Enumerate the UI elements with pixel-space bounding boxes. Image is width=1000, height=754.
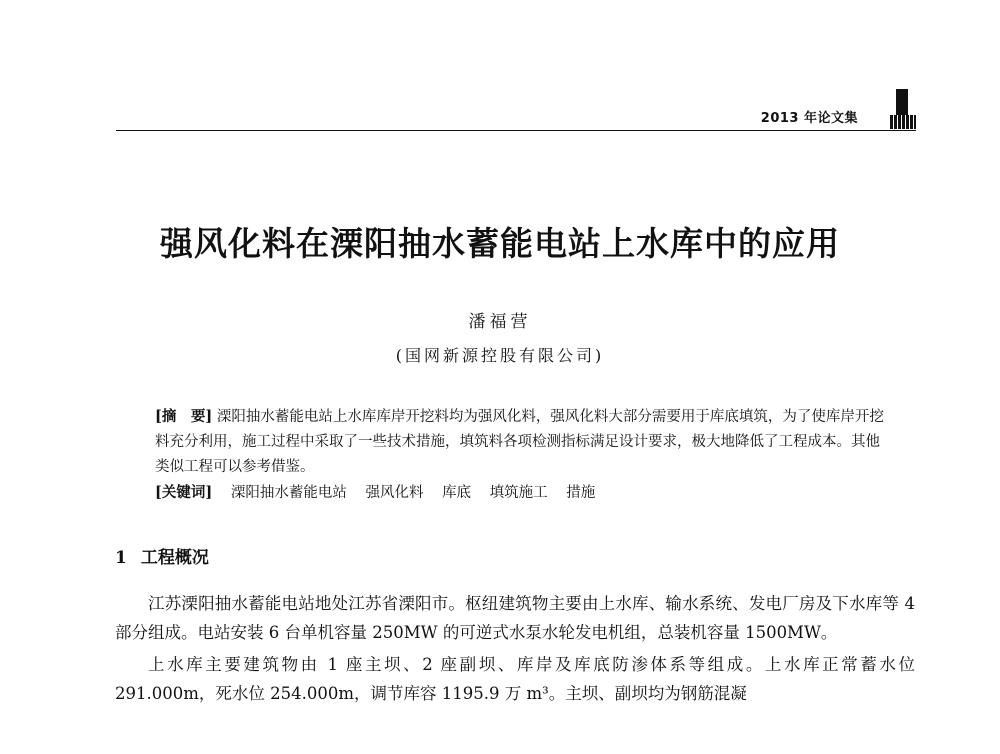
body-paragraph: 江苏溧阳抽水蓄能电站地处江苏省溧阳市。枢纽建筑物主要由上水库、输水系统、发电厂房及下水库等 4 部分组成。电站安装 6 台单机容量 250MW 的可逆式水泵水轮发电机组，总装机容量 1500MW。 (115, 594, 915, 642)
abstract-text: 溧阳抽水蓄能电站上水库库岸开挖料均为强风化料，强风化料大部分需要用于库底填筑，为了使库岸开挖料充分利用，施工过程中采取了一些技术措施，填筑料各项检测指标满足设计要求，极大地降低了工程成本。其他类似工程可以参考借鉴。 (155, 409, 884, 475)
keyword: 库底 (442, 485, 472, 501)
section-title-text: 工程概况 (140, 548, 209, 568)
author-name: 潘福营 (468, 312, 532, 332)
keywords-line (155, 480, 885, 506)
keyword: 强风化料 (365, 485, 424, 501)
keyword: 溧阳抽水蓄能电站 (230, 485, 347, 501)
section-heading (115, 543, 209, 568)
paper-title: 强风化料在溧阳抽水蓄能电站上水库中的应用 (160, 224, 840, 263)
abstract-block (155, 404, 885, 506)
running-title: 2013 年论文集 (760, 111, 858, 126)
section-number: 1 (115, 548, 127, 568)
keyword: 措施 (566, 485, 596, 501)
abstract-paragraph (155, 404, 885, 480)
author-affiliation: (国网新源控股有限公司) (395, 346, 605, 365)
running-header (116, 104, 916, 131)
abstract-label: [摘 要] (155, 408, 213, 425)
header-logo-mark (890, 89, 916, 129)
body-text (115, 590, 915, 712)
keyword: 填筑施工 (489, 485, 548, 501)
body-paragraph: 上水库主要建筑物由 1 座主坝、2 座副坝、库岸及库底防渗体系等组成。上水库正常蓄水位 291.000m，死水位 254.000m，调节库容 1195.9 万 m³。主坝、副坝均为钢筋混凝 (115, 655, 915, 703)
keywords-label: [关键词] (155, 484, 213, 501)
